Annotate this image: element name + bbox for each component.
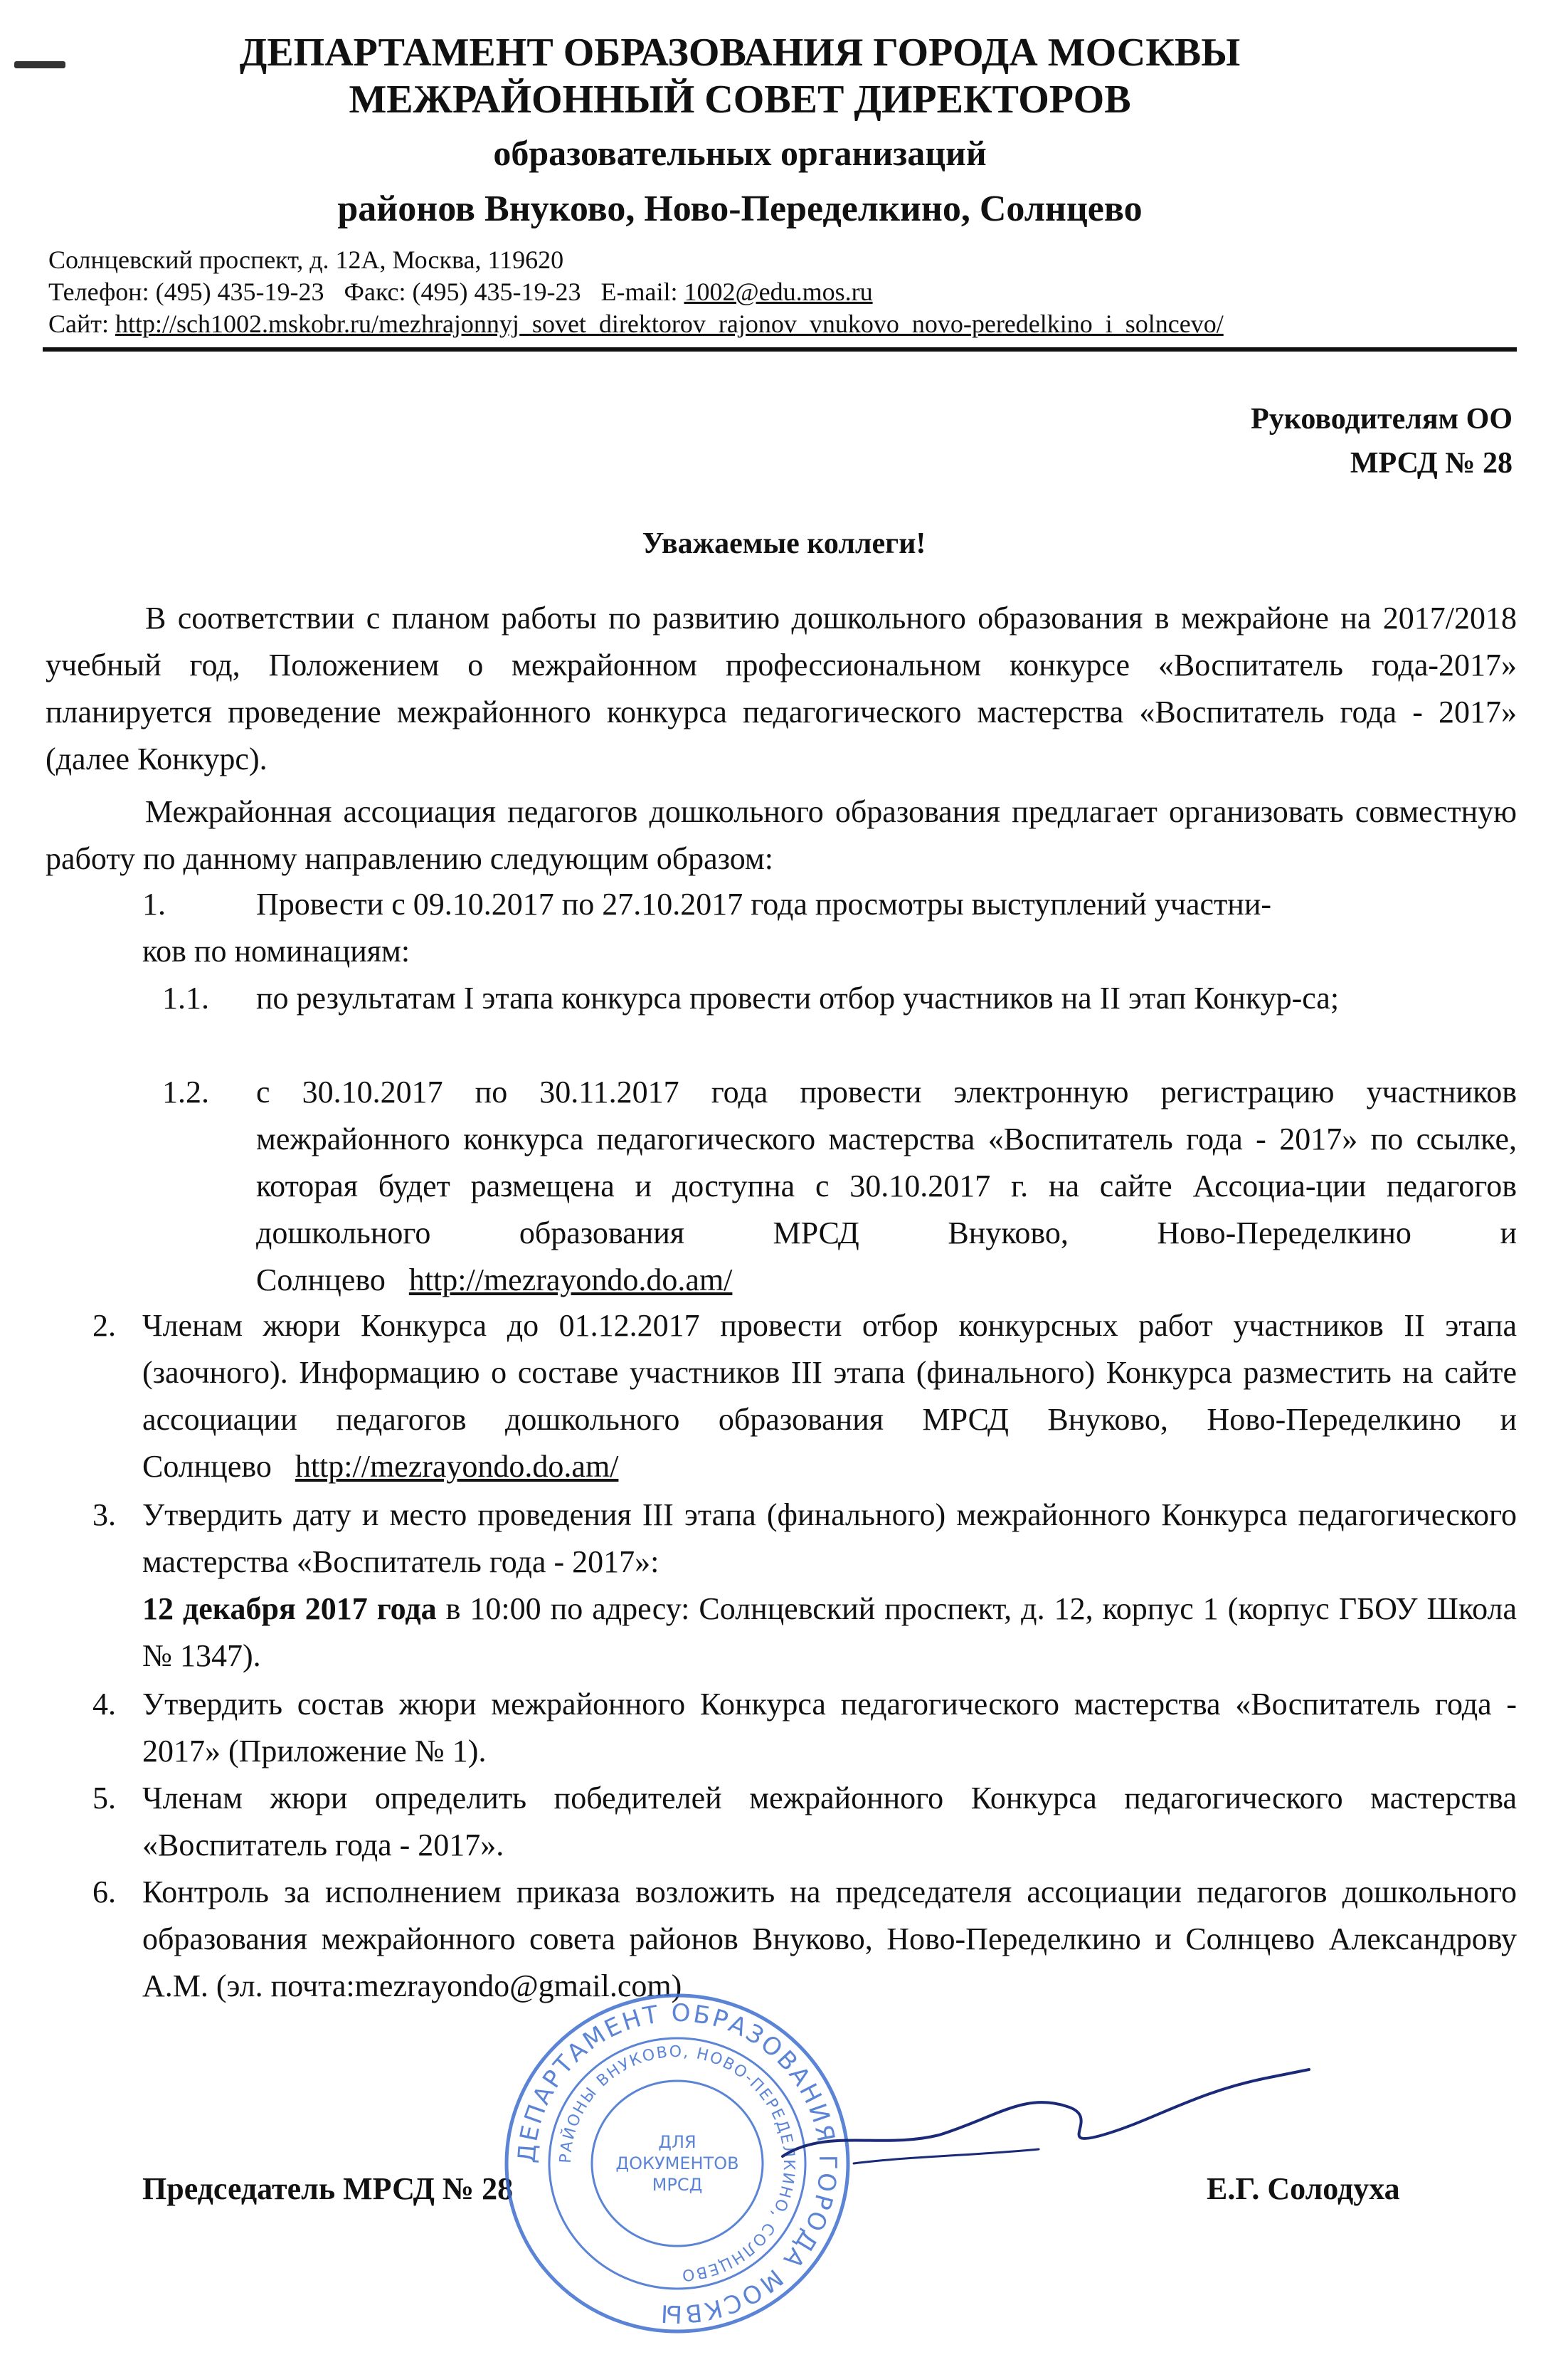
item-number: 2. [92,1308,116,1343]
fax-number: Факс: (495) 435-19-23 [344,278,581,306]
item-1-1-text: по результатам I этапа конкурса провести отбор участников на II этап Конкур-са; [256,981,1340,1016]
item-number: 1.1. [162,981,209,1016]
item-1-text: Провести с 09.10.2017 по 27.10.2017 года просмотры выступлений участни- [256,887,1272,922]
email-label: E-mail: [600,278,684,306]
association-link[interactable]: http://mezrayondo.do.am/ [295,1449,619,1484]
contact-line [48,277,873,307]
postal-address: Солнцевский проспект, д. 12А, Москва, 119620 [48,246,564,274]
addressee-line: Руководителям ОО [1251,403,1513,436]
signature-stroke [854,2149,1039,2163]
item-6-text: Контроль за исполнением приказа возложить на председателя ассоциации педагогов дошкольного образования межрайонного совета районов Внуково, Ново-Переделкино и Солнцево Александрову А.М. (эл. почта:mezrayondo@gmail.com) [142,1875,1517,2003]
site-link[interactable]: http://sch1002.mskobr.ru/mezhrajonnyj_sovet_direktorov_rajonov_vnukovo_novo-peredelkino_i_solncevo/ [115,310,1224,338]
item-number: 1. [142,887,166,922]
phone-number: Телефон: (495) 435-19-23 [48,278,324,306]
signatory-name: Е.Г. Солодуха [1207,2171,1400,2206]
greeting: Уважаемые коллеги! [642,527,926,560]
item-number: 4. [92,1687,116,1722]
stamp-inner-text: РАЙОНЫ ВНУКОВО, НОВО-ПЕРЕДЕЛКИНО, СОЛНЦЕВО [556,2042,798,2284]
site-label: Сайт: [48,310,115,338]
stamp-outer-text: ДЕПАРТАМЕНТ ОБРАЗОВАНИЯ ГОРОДА МОСКВЫ [512,1998,842,2329]
header-organizations: образовательных организаций [493,133,987,173]
signatory-position: Председатель МРСД № 28 [142,2171,514,2206]
item-4-text: Утвердить состав жюри межрайонного Конкурса педагогического мастерства «Воспитатель года - 2017» (Приложение № 1). [142,1687,1517,1768]
addressee-block [1251,397,1513,485]
header-council: МЕЖРАЙОННЫЙ СОВЕТ ДИРЕКТОРОВ [349,78,1131,122]
header-department: ДЕПАРТАМЕНТ ОБРАЗОВАНИЯ ГОРОДА МОСКВЫ [239,31,1241,75]
website-line [48,309,1224,339]
item-2-body: Членам жюри Конкурса до 01.12.2017 провести отбор конкурсных работ участников II этапа (заочного). Информацию о составе участников III этапа (финального) Конкурса разместить на сайте ассоциации педагогов дошкольного образования МРСД Внуково, Ново-Переделкино и Солнцево [142,1308,1517,1484]
stamp-center-line: МРСД [652,2175,703,2195]
intro-paragraph: В соответствии с планом работы по развитию дошкольного образования в межрайоне на 2017/2018 учебный год, Положением о межрайонном профессиональном конкурсе «Воспитатель года-2017» планируется проведение межрайонного конкурса педагогического мастерства «Воспитатель года - 2017» (далее Конкурс). [46,601,1517,776]
header-divider [43,347,1517,352]
item-3-text [142,1492,1517,1680]
item-number: 5. [92,1781,116,1815]
header-districts: районов Внуково, Ново-Переделкино, Солнцево [337,189,1143,229]
addressee-line: МРСД № 28 [1350,447,1513,480]
proposal-paragraph: Межрайонная ассоциация педагогов дошкольного образования предлагает организовать совместную работу по данному направлению следующим образом: [46,794,1517,876]
stamp-center-line: ДОКУМЕНТОВ [615,2153,739,2173]
item-2-text [142,1302,1517,1490]
item-1-text-cont: ков по номинациям: [142,934,410,969]
final-date: 12 декабря 2017 года [142,1591,437,1626]
item-number: 6. [92,1875,116,1909]
item-3-date-line [142,1586,1517,1680]
item-3-body: Утвердить дату и место проведения III этапа (финального) межрайонного Конкурса педагогического мастерства «Воспитатель года - 2017»: [142,1497,1517,1579]
final-venue: в 10:00 по адресу: Солнцевский проспект, д. 12, корпус 1 (корпус ГБОУ Школа № 1347). [142,1591,1517,1673]
item-number: 3. [92,1497,116,1532]
item-number: 1.2. [162,1075,209,1109]
handwritten-signature [768,2050,1323,2178]
stamp-center-line: ДЛЯ [658,2132,696,2152]
association-link[interactable]: http://mezrayondo.do.am/ [408,1262,733,1297]
item-1-2-text [256,1069,1517,1304]
signature-stroke [783,2070,1309,2156]
item-5-text: Членам жюри определить победителей межрайонного Конкурса педагогического мастерства «Воспитатель года - 2017». [142,1781,1517,1862]
email-link[interactable]: 1002@edu.mos.ru [684,278,873,306]
item-1-2-body: с 30.10.2017 по 30.11.2017 года провести электронную регистрацию участников межрайонного конкурса педагогического мастерства «Воспитатель года - 2017» по ссылке, которая будет размещена и доступна с 30.10.2017 г. на сайте Ассоциа-ции педагогов дошкольного образования МРСД Внуково, Ново-Переделкино и Солнцево [256,1075,1517,1297]
